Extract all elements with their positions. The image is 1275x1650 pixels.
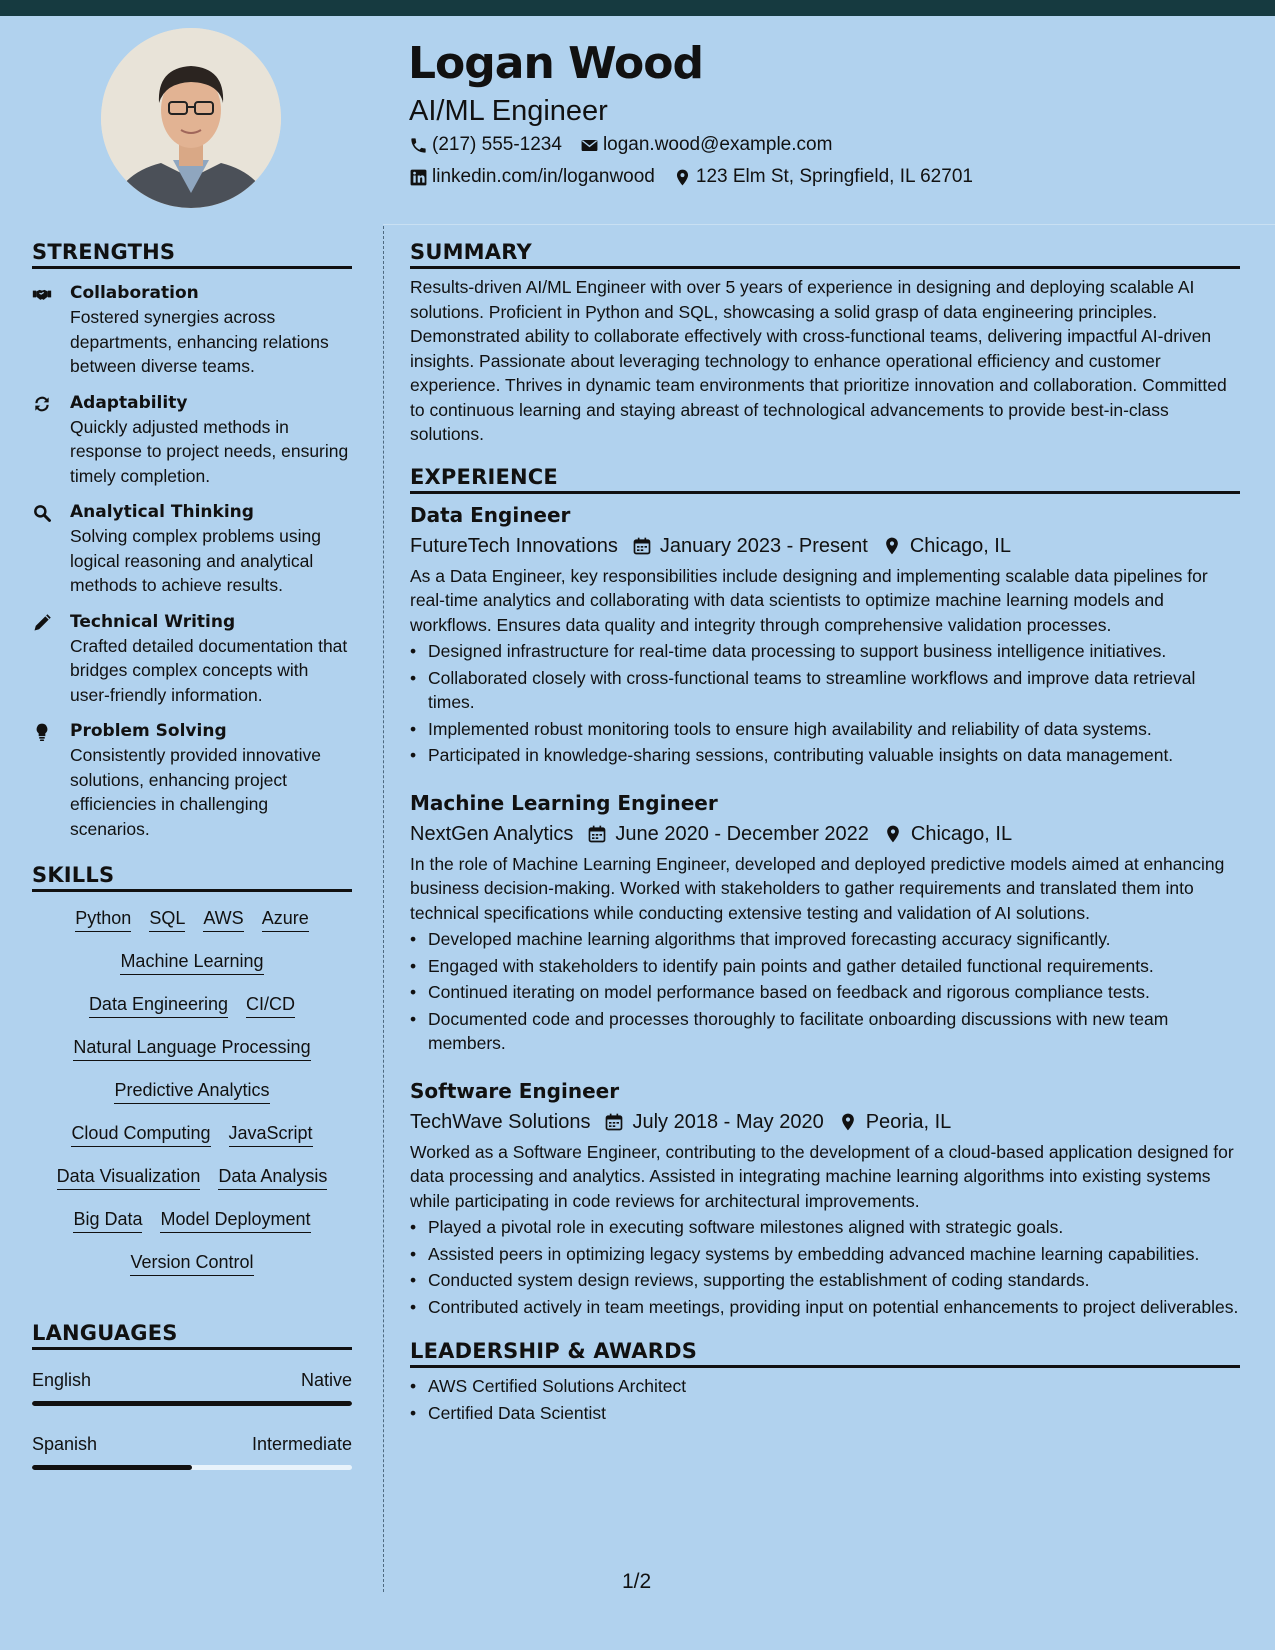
strength-desc: Consistently provided innovative solutions, enhancing project efficiencies in challenging scenarios. [70,745,321,839]
experience-entry [410,1076,1240,1320]
header-divider [383,224,1275,225]
language-item [32,1434,352,1470]
language-proficiency-bar [32,1465,352,1470]
skill-tag: Cloud Computing [71,1121,210,1147]
experience-heading: EXPERIENCE [410,465,1240,494]
job-bullet: • Documented code and processes thoroughly to facilitate onboarding discussions with new team members. [410,1007,1240,1056]
strength-desc: Fostered synergies across departments, enhancing relations between diverse teams. [70,307,329,376]
skill-tag: AWS [203,906,243,932]
envelope-icon [580,136,599,155]
skills-heading: SKILLS [32,863,352,892]
job-company: FutureTech Innovations [410,534,618,557]
address-text: 123 Elm St, Springfield, IL 62701 [695,166,973,187]
strength-item [32,391,352,489]
skill-tag: SQL [149,906,185,932]
awards-heading: LEADERSHIP & AWARDS [410,1339,1240,1368]
job-bullet: • Participated in knowledge-sharing sessions, contributing valuable insights on data management. [410,743,1240,768]
top-bar [0,0,1275,16]
job-description: In the role of Machine Learning Engineer, developed and deployed predictive models aimed at enhancing business decision-making. Worked with stakeholders to gather requirements and translated them into technical specifications while conducting extensive testing and validation of AI solutions. [410,853,1225,923]
job-bullets [410,639,1240,768]
job-bullets [410,1215,1240,1319]
award-item: • Certified Data Scientist [410,1401,1240,1426]
strength-title: Technical Writing [70,611,236,632]
pencil-icon [32,613,52,633]
strength-item [32,610,352,708]
experience-entry [410,788,1240,1056]
job-dates: July 2018 - May 2020 [632,1110,824,1133]
sync-icon [32,394,52,414]
skill-tag: Version Control [130,1250,253,1276]
skill-tag: Data Engineering [89,992,228,1018]
experience-entry [410,500,1240,768]
strength-title: Problem Solving [70,721,227,741]
linkedin-contact[interactable] [409,166,655,188]
strength-desc: Crafted detailed documentation that bridges complex concepts with user-friendly information. [70,635,348,705]
strength-item [32,719,352,841]
contact-row-primary [409,134,850,156]
job-bullet: • Continued iterating on model performance based on feedback and rigorous compliance tests. [410,980,1240,1005]
job-dates: June 2020 - December 2022 [615,822,869,845]
job-dates: January 2023 - Present [659,534,868,557]
map-pin-icon [838,1112,858,1132]
job-bullet: • Conducted system design reviews, supporting the establishment of coding standards. [410,1268,1240,1293]
job-bullet: • Designed infrastructure for real-time data processing to support business intelligence initiatives. [410,639,1240,664]
linkedin-text[interactable]: linkedin.com/in/loganwood [432,166,655,187]
skill-tag: Data Analysis [218,1164,327,1190]
search-icon [32,503,52,523]
award-item: • AWS Certified Solutions Architect [410,1374,1240,1399]
languages-heading: LANGUAGES [32,1321,352,1350]
profile-photo [101,28,281,208]
job-company: TechWave Solutions [410,1110,591,1133]
language-name: Spanish [32,1434,98,1454]
map-pin-icon [882,536,902,556]
map-pin-icon [883,824,903,844]
strength-item [32,281,352,379]
skill-tag: Azure [262,906,309,932]
job-bullets [410,927,1240,1056]
calendar-icon [587,824,607,844]
strength-desc: Solving complex problems using logical reasoning and analytical methods to achieve results. [70,526,321,595]
job-bullet: • Contributed actively in team meetings, providing input on potential enhancements to project deliverables. [410,1295,1240,1320]
skill-tag: Natural Language Processing [73,1035,310,1061]
language-item [32,1370,352,1406]
email-text[interactable]: logan.wood@example.com [602,134,833,155]
language-name: English [32,1370,92,1390]
job-description: As a Data Engineer, key responsibilities include designing and implementing scalable data pipelines for real-time analytics and collaborating with data scientists to optimize machine learning models and workflows. Ensures data quality and integrity through comprehensive validation processes. [410,565,1208,635]
left-column [32,240,352,1470]
calendar-icon [604,1112,624,1132]
handshake-icon [32,284,52,304]
job-bullet: • Played a pivotal role in executing software milestones aligned with strategic goals. [410,1215,1240,1240]
language-level: Native [300,1370,352,1390]
summary-text: Results-driven AI/ML Engineer with over 5 years of experience in designing and deploying scalable AI solutions. Proficient in Python and SQL, showcasing a solid grasp of data engineering principles. Demonstrated ability to collaborate effectively with cross-functional teams, delivering impactful AI-driven insights. Passionate about leveraging technology to enhance operational efficiency and customer experience. Thrives in dynamic team environments that prioritize innovation and collaboration. Committed to continuous learning and staying abreast of technological advancements to provide best-in-class solutions. [410,277,1227,444]
skill-tag: Big Data [73,1207,142,1233]
strength-title: Collaboration [70,283,199,303]
phone-contact [409,134,562,156]
phone-text: (217) 555-1234 [432,134,562,155]
job-bullet: • Developed machine learning algorithms that improved forecasting accuracy significantly. [410,927,1240,952]
strength-desc: Quickly adjusted methods in response to project needs, ensuring timely completion. [70,416,349,486]
map-pin-icon [673,168,692,187]
skill-tag: Machine Learning [120,949,263,975]
job-bullet: • Assisted peers in optimizing legacy systems by embedding advanced machine learning capabilities. [410,1242,1240,1267]
person-portrait-icon [101,28,281,208]
job-role: Machine Learning Engineer [410,790,718,815]
page-number: 1/2 [622,1570,652,1593]
address-contact [673,166,973,188]
calendar-icon [632,536,652,556]
language-proficiency-fill [32,1401,352,1406]
language-level: Intermediate [251,1434,352,1454]
right-column [410,240,1240,1425]
job-role: Software Engineer [410,1078,620,1103]
skill-tag: CI/CD [246,992,295,1018]
awards-list [410,1374,1240,1425]
skills-list [32,904,352,1291]
linkedin-icon [409,168,428,187]
skill-tag: Predictive Analytics [114,1078,269,1104]
job-location: Chicago, IL [910,822,1013,845]
column-divider [383,226,384,1592]
job-company: NextGen Analytics [410,822,574,845]
candidate-title: AI/ML Engineer [409,95,608,127]
phone-icon [409,136,428,155]
job-location: Chicago, IL [909,534,1011,557]
skill-tag: Data Visualization [57,1164,201,1190]
skill-tag: Model Deployment [160,1207,310,1233]
lightbulb-icon [32,722,52,742]
strength-item [32,500,352,598]
strength-title: Analytical Thinking [70,502,254,522]
summary-heading: SUMMARY [410,240,1240,269]
email-contact[interactable] [580,134,832,156]
language-proficiency-fill [32,1465,192,1470]
skill-tag: Python [75,906,131,932]
language-proficiency-bar [32,1401,352,1406]
job-description: Worked as a Software Engineer, contributing to the development of a cloud-based application designed for data processing and analytics. Assisted in integrating machine learning algorithms into existing systems while participating in code reviews for architectural improvements. [410,1141,1234,1211]
strength-title: Adaptability [70,392,188,413]
job-bullet: • Collaborated closely with cross-functional teams to streamline workflows and improve data retrieval times. [410,666,1240,715]
job-location: Peoria, IL [865,1110,952,1133]
candidate-name: Logan Wood [408,38,704,89]
job-role: Data Engineer [410,502,571,527]
job-bullet: • Engaged with stakeholders to identify pain points and gather detailed functional requirements. [410,954,1240,979]
strengths-heading: STRENGTHS [32,240,352,269]
contact-row-secondary [409,166,991,188]
job-bullet: • Implemented robust monitoring tools to ensure high availability and reliability of data systems. [410,717,1240,742]
skill-tag: JavaScript [229,1121,313,1147]
